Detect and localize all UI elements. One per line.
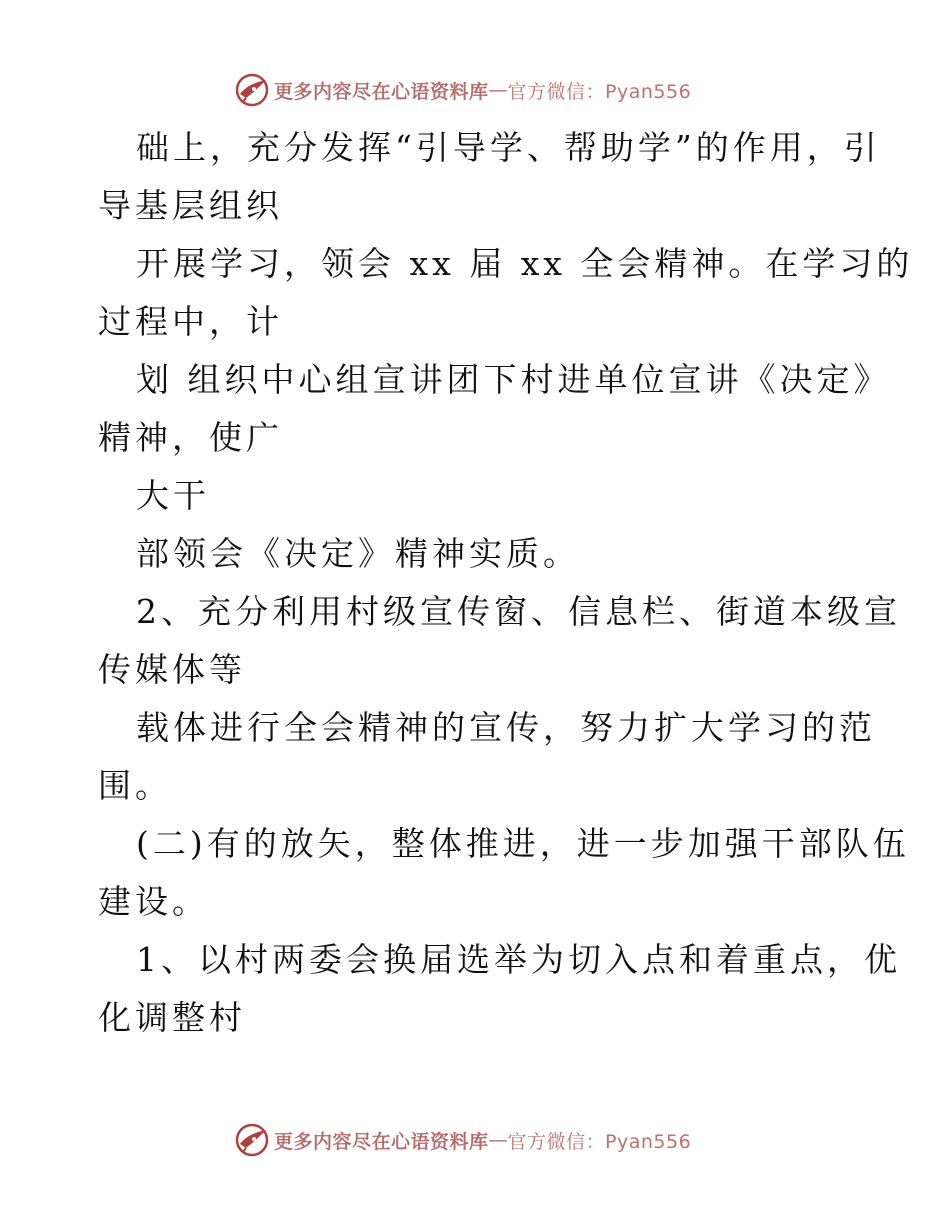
paragraph-line: 2、充分利用村级宣传窗、信息栏、街道本级宣 bbox=[136, 592, 901, 631]
paragraph-line: 化调整村 bbox=[98, 998, 246, 1037]
paragraph-line: 1、以村两委会换届选举为切入点和着重点，优 bbox=[136, 940, 901, 979]
paragraph-line: 载体进行全会精神的宣传，努力扩大学习的范 bbox=[136, 708, 876, 747]
paragraph-line: 精神，使广 bbox=[98, 418, 283, 457]
footer-watermark bbox=[234, 1120, 691, 1160]
watermark-site-text: 更多内容尽在心语资料库 bbox=[274, 80, 489, 103]
pen-nib-logo-icon bbox=[234, 1122, 270, 1158]
watermark-separator: — bbox=[488, 1129, 508, 1151]
paragraph-line: 部领会《决定》精神实质。 bbox=[136, 534, 580, 573]
paragraph-line: 围。 bbox=[98, 766, 172, 805]
paragraph-line: 础上，充分发挥“引导学、帮助学”的作用，引 bbox=[136, 128, 881, 167]
header-watermark bbox=[234, 70, 691, 110]
paragraph-line: 过程中，计 bbox=[98, 302, 283, 341]
paragraph-line: 划 组织中心组宣讲团下村进单位宣讲《决定》 bbox=[136, 360, 891, 399]
paragraph-line: 建设。 bbox=[98, 882, 209, 921]
watermark-contact-text: 官方微信：Pyan556 bbox=[507, 80, 692, 103]
watermark-contact-text: 官方微信：Pyan556 bbox=[507, 1130, 692, 1153]
section-heading-line: (二)有的放矢，整体推进，进一步加强干部队伍 bbox=[136, 824, 910, 863]
paragraph-line: 传媒体等 bbox=[98, 650, 246, 689]
watermark-site-text: 更多内容尽在心语资料库 bbox=[274, 1130, 489, 1153]
paragraph-line: 大干 bbox=[136, 476, 210, 515]
pen-nib-logo-icon bbox=[234, 72, 270, 108]
paragraph-line: 开展学习，领会 xx 届 xx 全会精神。在学习的 bbox=[136, 244, 914, 283]
paragraph-line: 导基层组织 bbox=[98, 186, 283, 225]
watermark-separator: — bbox=[488, 79, 508, 101]
